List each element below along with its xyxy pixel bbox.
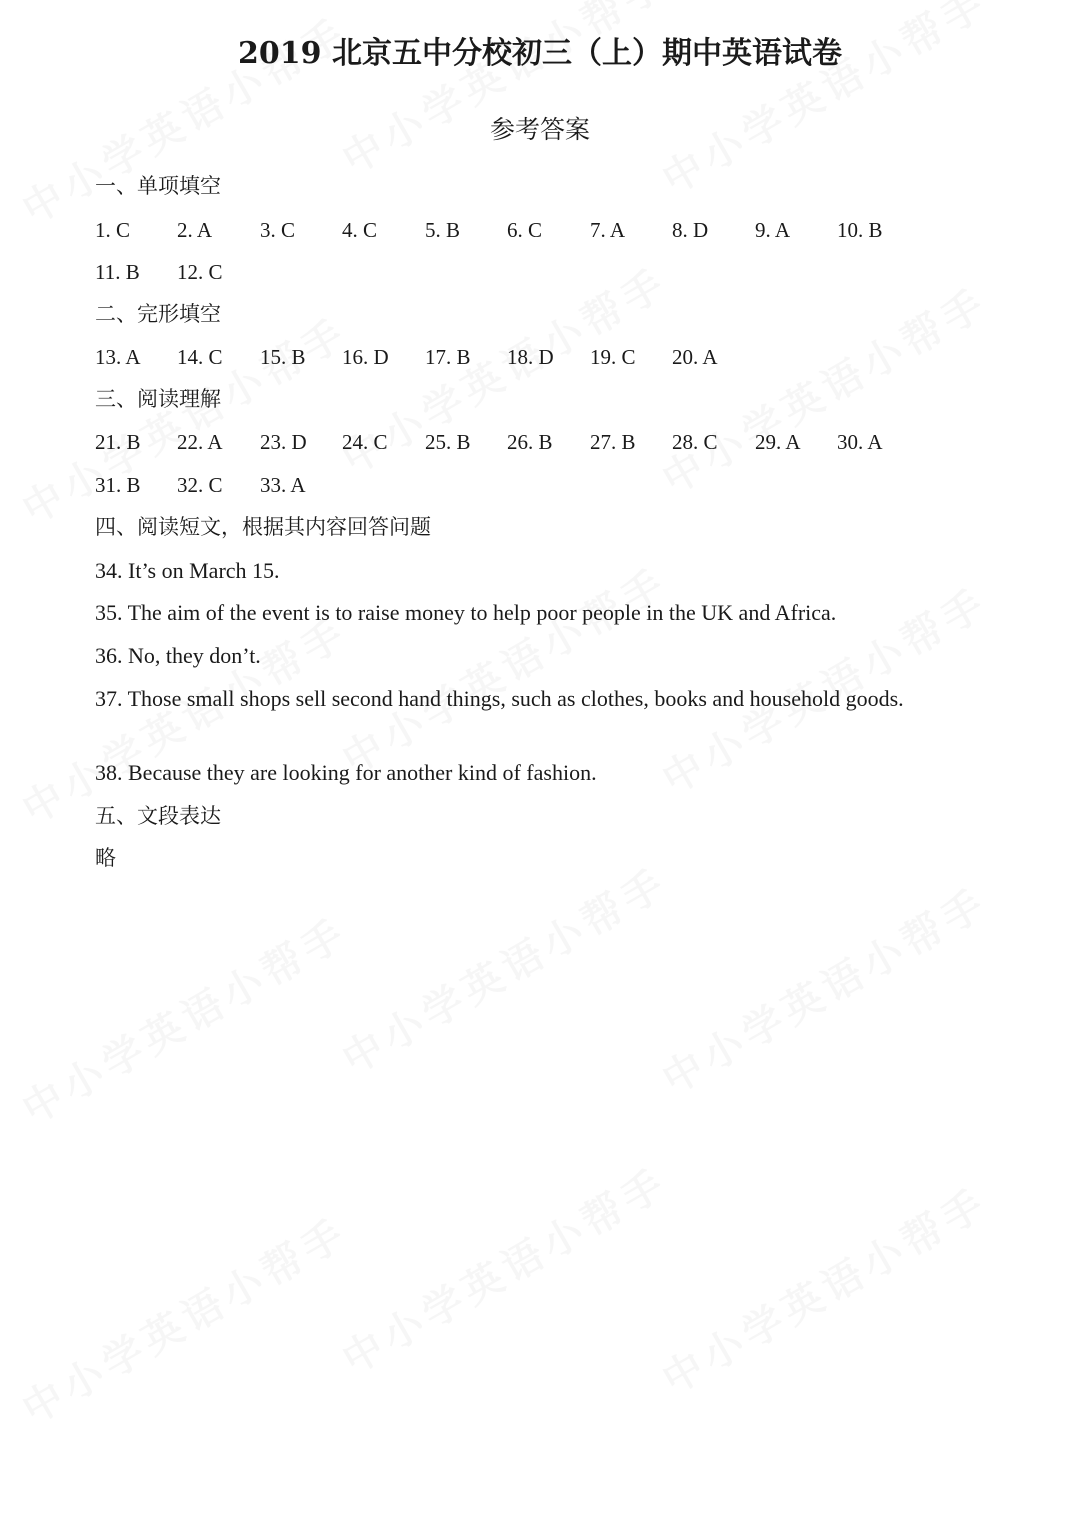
answer-item: 18. D — [507, 345, 554, 369]
watermark-text — [10, 1202, 357, 1435]
section-heading-reading: 三、阅读理解 — [95, 387, 221, 411]
answer-item: 4. C — [342, 218, 378, 242]
answer-item: 17. B — [425, 345, 471, 369]
answer-item: 6. C — [507, 218, 543, 242]
answer-item: 8. D — [672, 218, 709, 242]
short-answer-item: 35. The aim of the event is to raise money to help poor people in the UK and Africa. — [95, 600, 837, 625]
answer-item: 33. A — [260, 473, 306, 497]
section-heading-single-choice: 一、单项填空 — [95, 174, 221, 198]
answer-item: 28. C — [672, 430, 718, 454]
short-answer-item: 36. No, they don’t. — [95, 643, 261, 668]
watermark-text — [650, 872, 997, 1105]
answer-item: 12. C — [177, 260, 223, 284]
writing-answer: 略 — [95, 846, 116, 870]
answer-item: 25. B — [425, 430, 471, 454]
watermark-text — [650, 0, 997, 205]
answer-item: 16. D — [342, 345, 389, 369]
answer-item: 9. A — [755, 218, 791, 242]
watermark-text — [10, 902, 357, 1135]
watermark-text — [330, 552, 677, 785]
short-answer-item: 38. Because they are looking for another kind of fashion. — [95, 760, 597, 785]
answer-item: 30. A — [837, 430, 883, 454]
watermark-text — [650, 272, 997, 505]
answer-item: 14. C — [177, 345, 223, 369]
answer-item: 31. B — [95, 473, 141, 497]
answer-item: 11. B — [95, 260, 140, 284]
answer-item: 2. A — [177, 218, 213, 242]
watermark-text — [650, 1172, 997, 1405]
answer-item: 27. B — [590, 430, 636, 454]
answer-item: 7. A — [590, 218, 626, 242]
answer-item: 23. D — [260, 430, 307, 454]
answer-item: 13. A — [95, 345, 141, 369]
section-heading-cloze: 二、完形填空 — [95, 302, 221, 326]
answer-item: 10. B — [837, 218, 883, 242]
answer-item: 5. B — [425, 218, 461, 242]
watermark-text — [330, 0, 677, 185]
short-answer-item: 34. It’s on March 15. — [95, 558, 280, 583]
answer-item: 19. C — [590, 345, 636, 369]
answer-item: 1. C — [95, 218, 131, 242]
answer-item: 15. B — [260, 345, 306, 369]
short-answer-item: 37. Those small shops sell second hand things, such as clothes, books and household goods. — [95, 686, 904, 711]
section-heading-short-answer: 四、阅读短文，根据其内容回答问题 — [95, 515, 431, 539]
answer-item: 3. C — [260, 218, 296, 242]
section-heading-writing: 五、文段表达 — [95, 804, 221, 828]
answer-item: 21. B — [95, 430, 141, 454]
answer-item: 20. A — [672, 345, 718, 369]
watermark-text — [330, 1152, 677, 1385]
watermark-text — [10, 302, 357, 535]
page-subtitle: 参考答案 — [489, 115, 590, 144]
answer-item: 26. B — [507, 430, 553, 454]
watermark-text — [330, 852, 677, 1085]
answer-item: 32. C — [177, 473, 223, 497]
answer-item: 24. C — [342, 430, 388, 454]
answer-item: 22. A — [177, 430, 223, 454]
answer-item: 29. A — [755, 430, 801, 454]
page-title: 2019 北京五中分校初三（上）期中英语试卷 — [238, 36, 842, 71]
